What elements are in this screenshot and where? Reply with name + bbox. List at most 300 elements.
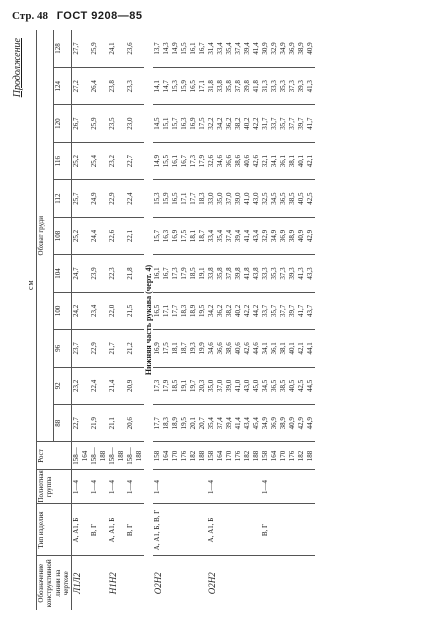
value: 44,9 xyxy=(306,417,315,430)
section-title: Нижняя часть рукава (черт. 4) xyxy=(143,264,153,376)
value: 32,6 xyxy=(207,154,216,168)
value: 41,3 xyxy=(306,80,315,93)
value: 17,1 xyxy=(162,304,171,318)
value: 14,5 xyxy=(153,117,162,130)
value-cell xyxy=(207,30,261,67)
value: 35,0 xyxy=(216,192,225,205)
value-cell xyxy=(261,105,315,142)
value: 20,3 xyxy=(198,379,207,392)
value: 41,0 xyxy=(243,192,252,205)
value: 37,0 xyxy=(216,379,225,392)
value: 34,5 xyxy=(270,192,279,205)
height-cell xyxy=(153,442,207,470)
page-header xyxy=(12,6,312,26)
value: 38,2 xyxy=(234,117,243,130)
value: 35,8 xyxy=(225,80,234,93)
value: 35,0 xyxy=(207,379,216,392)
value: 40,9 xyxy=(297,229,306,243)
value: 33,4 xyxy=(216,42,225,55)
value-cell: 27,7 xyxy=(71,42,80,55)
value: 42,6 xyxy=(243,342,252,355)
height-value: 176 xyxy=(288,450,297,462)
value: 41,4 xyxy=(243,229,252,243)
value-cell xyxy=(207,180,261,217)
value: 17,9 xyxy=(198,154,207,168)
value: 15,9 xyxy=(162,192,171,205)
value: 16,3 xyxy=(162,229,171,243)
value: 31,8 xyxy=(207,80,216,93)
height-value: 188 xyxy=(116,450,125,462)
value: 34,5 xyxy=(261,379,270,392)
value: 15,1 xyxy=(162,117,171,130)
unit-label: см xyxy=(26,279,35,290)
value: 37,3 xyxy=(288,80,297,93)
value: 18,7 xyxy=(180,342,189,355)
group-cell: 1—4 xyxy=(71,470,90,504)
table-row xyxy=(90,30,108,610)
value: 17,5 xyxy=(198,117,207,130)
value: 17,3 xyxy=(189,154,198,168)
height-value: 158— xyxy=(107,447,116,465)
height-value: 182 xyxy=(297,450,306,462)
value: 19,9 xyxy=(198,342,207,355)
value: 40,5 xyxy=(288,379,297,392)
value: 16,9 xyxy=(189,117,198,130)
value: 39,4 xyxy=(225,417,234,430)
height-value: 158 xyxy=(207,450,216,462)
value: 32,2 xyxy=(207,117,216,130)
type-cell: В, Г xyxy=(261,504,315,556)
value: 38,9 xyxy=(279,417,288,430)
value: 34,9 xyxy=(270,229,279,243)
height-value: 164 xyxy=(270,450,279,462)
value-cell: 21,8 xyxy=(126,255,144,292)
value-cell xyxy=(261,405,315,442)
value: 43,4 xyxy=(243,417,252,430)
value-cell: 23,9 xyxy=(90,255,108,292)
value-cell: 24,1 xyxy=(107,42,116,55)
value: 37,4 xyxy=(216,417,225,430)
value-cell: 23,2 xyxy=(108,142,126,179)
value: 13,7 xyxy=(153,42,162,55)
value: 17,5 xyxy=(162,342,171,355)
value-cell: 24,9 xyxy=(90,180,108,217)
value: 37,7 xyxy=(288,117,297,130)
value: 36,2 xyxy=(225,117,234,130)
value-cell: 23,7 xyxy=(71,330,90,367)
page-number: Стр. 48 xyxy=(12,10,48,22)
value-cell: 22,4 xyxy=(90,367,108,404)
type-cell: В, Г xyxy=(90,504,108,556)
value: 44,6 xyxy=(252,342,261,355)
type-cell: А, А1, Б xyxy=(71,504,90,556)
value: 42,5 xyxy=(306,192,315,205)
value-cell: 20,9 xyxy=(126,367,144,404)
value: 41,7 xyxy=(297,304,306,318)
type-cell: А, А1, Б xyxy=(207,504,261,556)
value: 38,1 xyxy=(288,154,297,168)
value-cell: 21,2 xyxy=(126,330,144,367)
height-cell xyxy=(261,442,315,470)
value-cell: 22,7 xyxy=(126,142,144,179)
value-cell: 25,4 xyxy=(90,142,108,179)
girth-88: 88 xyxy=(54,405,71,442)
value: 36,1 xyxy=(270,342,279,355)
value: 15,7 xyxy=(171,117,180,130)
value: 42,9 xyxy=(297,417,306,430)
height-value: 158— xyxy=(89,447,98,465)
value: 33,8 xyxy=(207,267,216,280)
value: 19,1 xyxy=(198,267,207,280)
value: 15,9 xyxy=(180,80,189,93)
value: 30,9 xyxy=(261,42,270,55)
value-cell xyxy=(153,330,207,367)
height-value: 164 xyxy=(216,450,225,462)
height-cell xyxy=(71,442,90,470)
value: 31,3 xyxy=(261,80,270,93)
value: 36,6 xyxy=(225,154,234,168)
value: 36,2 xyxy=(216,304,225,318)
value: 39,7 xyxy=(297,117,306,130)
value: 42,2 xyxy=(252,117,261,130)
value: 36,9 xyxy=(288,42,297,55)
value-cell: 22,4 xyxy=(126,180,144,217)
value: 18,3 xyxy=(162,417,171,430)
value-cell: 23,2 xyxy=(71,367,90,404)
value: 33,7 xyxy=(261,304,270,318)
col-girth-header: Обхват груди xyxy=(37,30,54,442)
value: 15,3 xyxy=(171,80,180,93)
value-cell xyxy=(153,255,207,292)
value-cell xyxy=(153,30,207,67)
value-cell: 26,4 xyxy=(90,67,108,104)
value-cell xyxy=(153,292,207,329)
value: 14,1 xyxy=(153,80,162,93)
value: 40,9 xyxy=(306,42,315,55)
value: 19,5 xyxy=(198,304,207,318)
value-cell: 27,2 xyxy=(71,67,90,104)
girth-120: 120 xyxy=(54,105,71,142)
value: 34,6 xyxy=(207,342,216,355)
value: 43,3 xyxy=(306,267,315,280)
value: 19,3 xyxy=(189,342,198,355)
value: 36,9 xyxy=(270,417,279,430)
value-cell: 23,3 xyxy=(126,67,144,104)
value-cell: 25,9 xyxy=(90,105,108,142)
value-cell: 23,4 xyxy=(90,292,108,329)
value: 40,9 xyxy=(288,417,297,430)
value: 32,9 xyxy=(261,229,270,243)
value: 33,3 xyxy=(270,80,279,93)
value: 45,0 xyxy=(252,379,261,392)
value: 37,0 xyxy=(225,192,234,205)
height-value: 188 xyxy=(306,450,315,462)
height-value: 176 xyxy=(234,450,243,462)
girth-116: 116 xyxy=(54,142,71,179)
value: 44,2 xyxy=(252,304,261,318)
value: 18,1 xyxy=(171,342,180,355)
value: 42,5 xyxy=(297,379,306,392)
height-value: 176 xyxy=(180,450,189,462)
value-cell: 25,2 xyxy=(71,142,90,179)
value-cell xyxy=(153,405,207,442)
col-type: Тип изделия xyxy=(37,504,72,556)
girth-96: 96 xyxy=(54,330,71,367)
value-cell xyxy=(261,142,315,179)
value: 16,3 xyxy=(180,117,189,130)
value: 16,1 xyxy=(189,42,198,55)
value: 37,3 xyxy=(279,267,288,280)
value: 19,7 xyxy=(189,379,198,392)
value: 40,1 xyxy=(288,342,297,355)
value-cell xyxy=(261,67,315,104)
value-cell xyxy=(261,30,315,67)
value: 16,1 xyxy=(171,154,180,168)
value: 40,6 xyxy=(243,154,252,168)
value-cell xyxy=(207,67,261,104)
value: 39,7 xyxy=(288,304,297,318)
value-cell xyxy=(207,330,261,367)
size-table xyxy=(36,30,315,610)
height-value: 158— xyxy=(71,447,80,465)
value-cell xyxy=(153,142,207,179)
value: 38,5 xyxy=(288,192,297,205)
group-cell: 1—4 xyxy=(153,470,207,504)
value: 40,5 xyxy=(297,192,306,205)
value-cell: 22,9 xyxy=(108,180,126,217)
value: 38,6 xyxy=(234,154,243,168)
value-cell: 23,5 xyxy=(108,105,126,142)
value: 40,6 xyxy=(234,342,243,355)
value: 35,4 xyxy=(216,229,225,243)
value: 34,6 xyxy=(216,154,225,168)
value-cell: 26,7 xyxy=(71,105,90,142)
value-cell: 21,7 xyxy=(108,330,126,367)
value: 42,9 xyxy=(306,229,315,243)
value: 38,5 xyxy=(279,379,288,392)
value: 38,6 xyxy=(225,342,234,355)
value-cell: 25,7 xyxy=(71,180,90,217)
value: 35,8 xyxy=(216,267,225,280)
height-cell xyxy=(108,442,126,470)
height-value: 158 xyxy=(261,450,270,462)
value: 38,1 xyxy=(279,342,288,355)
table-row xyxy=(153,30,207,610)
table-row xyxy=(207,30,261,610)
value: 17,9 xyxy=(180,267,189,280)
height-value: 158— xyxy=(125,447,134,465)
value: 42,1 xyxy=(306,154,315,168)
table-row xyxy=(108,30,126,610)
value: 15,3 xyxy=(153,192,162,205)
value: 15,5 xyxy=(162,154,171,168)
value-cell: 25,2 xyxy=(71,217,90,254)
girth-92: 92 xyxy=(54,367,71,404)
value-cell: 24,2 xyxy=(71,292,90,329)
value-cell xyxy=(153,367,207,404)
value: 43,0 xyxy=(243,379,252,392)
table-body xyxy=(71,30,315,610)
value: 36,5 xyxy=(279,192,288,205)
value: 19,5 xyxy=(180,417,189,430)
value: 16,1 xyxy=(153,267,162,280)
value: 16,9 xyxy=(153,342,162,355)
value: 17,7 xyxy=(189,192,198,205)
value: 17,7 xyxy=(171,304,180,318)
col-height: Рост xyxy=(37,442,72,470)
value-cell: 24,4 xyxy=(90,217,108,254)
value: 39,8 xyxy=(243,80,252,93)
value: 40,2 xyxy=(234,304,243,318)
value-cell xyxy=(261,330,315,367)
value: 43,4 xyxy=(252,229,261,243)
value: 37,7 xyxy=(279,304,288,318)
value: 42,2 xyxy=(243,304,252,318)
value: 45,4 xyxy=(252,417,261,430)
value: 18,3 xyxy=(198,192,207,205)
value: 34,2 xyxy=(216,117,225,130)
continuation-label: Продолжение xyxy=(12,38,23,98)
value: 41,8 xyxy=(252,80,261,93)
table-row xyxy=(71,30,90,610)
value: 35,7 xyxy=(270,304,279,318)
value: 18,9 xyxy=(171,417,180,430)
table-row xyxy=(261,30,315,610)
girth-108: 108 xyxy=(54,217,71,254)
value-cell xyxy=(261,367,315,404)
value: 33,7 xyxy=(270,117,279,130)
value: 17,9 xyxy=(162,379,171,392)
value: 35,4 xyxy=(207,417,216,430)
value: 14,7 xyxy=(162,80,171,93)
value: 44,1 xyxy=(306,342,315,355)
height-cell xyxy=(207,442,261,470)
value: 37,4 xyxy=(225,229,234,243)
value-cell xyxy=(207,292,261,329)
value: 33,0 xyxy=(207,192,216,205)
height-value: 164 xyxy=(80,450,89,462)
value-cell: 23,8 xyxy=(108,67,126,104)
height-value: 170 xyxy=(225,450,234,462)
col-group: Полнотная группа xyxy=(37,470,72,504)
value: 41,3 xyxy=(297,267,306,280)
value-cell: 20,6 xyxy=(126,405,144,442)
value: 33,8 xyxy=(216,80,225,93)
value: 33,4 xyxy=(207,229,216,243)
group-cell: 1—4 xyxy=(207,470,261,504)
value: 33,3 xyxy=(261,267,270,280)
designation-cell: О2Н2 xyxy=(207,556,261,610)
value: 41,0 xyxy=(234,379,243,392)
value: 18,7 xyxy=(198,229,207,243)
designation-cell xyxy=(261,556,315,610)
height-value: 188 xyxy=(98,450,107,462)
height-value: 188 xyxy=(134,450,143,462)
value-cell xyxy=(207,367,261,404)
height-value: 188 xyxy=(198,450,207,462)
value: 19,1 xyxy=(180,379,189,392)
designation-cell: Н1Н2 xyxy=(108,556,144,610)
value: 34,1 xyxy=(261,342,270,355)
height-value: 188 xyxy=(252,450,261,462)
standard-code: ГОСТ 9208—85 xyxy=(56,10,143,22)
value: 39,0 xyxy=(225,379,234,392)
value-cell xyxy=(207,405,261,442)
value: 40,2 xyxy=(243,117,252,130)
value: 18,9 xyxy=(189,304,198,318)
value: 16,5 xyxy=(153,304,162,318)
value: 35,3 xyxy=(279,80,288,93)
girth-104: 104 xyxy=(54,255,71,292)
height-value: 182 xyxy=(243,450,252,462)
value-cell xyxy=(153,180,207,217)
value: 34,9 xyxy=(279,42,288,55)
value-cell xyxy=(207,255,261,292)
designation-cell: О2Н2 xyxy=(153,556,207,610)
value: 35,7 xyxy=(279,117,288,130)
value-cell xyxy=(153,105,207,142)
value: 34,1 xyxy=(270,154,279,168)
value: 36,9 xyxy=(279,229,288,243)
value: 17,1 xyxy=(180,192,189,205)
value: 34,9 xyxy=(261,417,270,430)
value-cell: 21,4 xyxy=(108,367,126,404)
value: 14,3 xyxy=(162,42,171,55)
value: 43,0 xyxy=(252,192,261,205)
value: 38,9 xyxy=(297,42,306,55)
value: 15,7 xyxy=(153,229,162,243)
value: 41,4 xyxy=(252,42,261,55)
value-cell xyxy=(261,217,315,254)
girth-124: 124 xyxy=(54,67,71,104)
value: 39,4 xyxy=(243,42,252,55)
value: 16,7 xyxy=(180,154,189,168)
group-cell: 1—4 xyxy=(126,470,144,504)
value: 20,7 xyxy=(198,417,207,430)
value-cell: 23,0 xyxy=(126,105,144,142)
girth-100: 100 xyxy=(54,292,71,329)
value: 43,8 xyxy=(252,267,261,280)
value: 18,5 xyxy=(171,379,180,392)
height-value: 158 xyxy=(153,450,162,462)
value-cell: 21,5 xyxy=(126,292,144,329)
value-cell xyxy=(261,180,315,217)
value-cell xyxy=(261,255,315,292)
type-cell: А, А1, Б xyxy=(108,504,126,556)
height-value: 182 xyxy=(189,450,198,462)
type-cell: В, Г xyxy=(126,504,144,556)
value: 40,1 xyxy=(297,154,306,168)
value: 31,4 xyxy=(207,42,216,55)
height-value: 164 xyxy=(162,450,171,462)
value: 35,4 xyxy=(225,42,234,55)
value: 37,8 xyxy=(225,267,234,280)
value: 41,7 xyxy=(306,117,315,130)
value: 17,1 xyxy=(198,80,207,93)
value: 16,9 xyxy=(171,229,180,243)
value: 37,4 xyxy=(234,42,243,55)
value: 18,1 xyxy=(189,229,198,243)
value: 16,5 xyxy=(189,80,198,93)
value: 32,5 xyxy=(261,192,270,205)
value-cell xyxy=(153,217,207,254)
value: 17,3 xyxy=(171,267,180,280)
section-title-row xyxy=(144,30,154,610)
value: 41,8 xyxy=(243,267,252,280)
value-cell: 22,6 xyxy=(108,217,126,254)
group-cell: 1—4 xyxy=(261,470,315,504)
value: 18,3 xyxy=(180,304,189,318)
